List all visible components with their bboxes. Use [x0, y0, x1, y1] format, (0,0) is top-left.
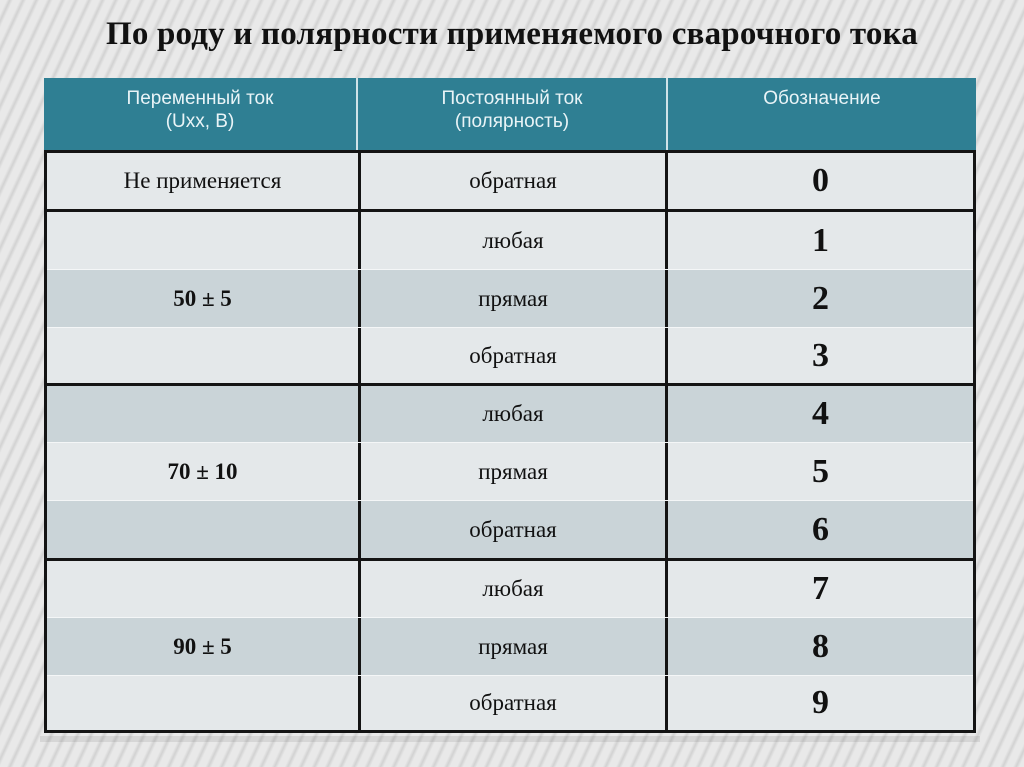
cell-voltage: 90 ± 5: [173, 633, 232, 659]
cell-code: 8: [812, 627, 829, 665]
header-designation-label: Обозначение: [763, 88, 881, 109]
header-designation: [666, 78, 976, 150]
table-row: [47, 270, 973, 327]
header-ac-unit: (Uхх, В): [165, 111, 235, 132]
cell-code: 1: [812, 221, 829, 259]
cell-voltage: [47, 328, 358, 383]
cell-voltage: 50 ± 5: [173, 285, 232, 311]
cell-polarity: обратная: [358, 501, 668, 558]
group-divider: [47, 383, 973, 386]
row-divider: [47, 269, 973, 270]
cell-voltage: 70 ± 10: [167, 458, 238, 484]
cell-voltage: [47, 501, 358, 558]
table-row: [47, 328, 973, 383]
cell-polarity: любая: [358, 386, 668, 442]
cell-code: 7: [812, 570, 829, 607]
cell-polarity: прямая: [358, 443, 668, 500]
table-row: [47, 212, 973, 269]
table-row: [47, 386, 973, 442]
cell-code: 0: [812, 162, 829, 199]
cell-voltage: [47, 212, 358, 269]
table-row: [47, 561, 973, 617]
cell-voltage: [47, 676, 358, 730]
table-row: [47, 443, 973, 500]
header-dc-current: [356, 78, 666, 150]
header-ac-label: Переменный ток: [126, 88, 274, 109]
current-polarity-table: [44, 150, 976, 733]
row-divider: [47, 500, 973, 501]
cell-polarity: любая: [358, 561, 668, 617]
page-title: По роду и полярности применяемого сварочного тока: [105, 16, 919, 52]
cell-voltage: [47, 386, 358, 442]
cell-code: 6: [812, 510, 829, 548]
table-row: [47, 676, 973, 730]
table-header: [44, 78, 976, 150]
cell-polarity: обратная: [358, 676, 668, 730]
cell-code: 3: [812, 336, 829, 374]
cell-polarity: прямая: [358, 618, 668, 675]
cell-code: 5: [812, 452, 829, 490]
group-divider: [47, 209, 973, 212]
row-divider: [47, 617, 973, 618]
row-divider: [47, 442, 973, 443]
cell-voltage: Не применяется: [123, 168, 282, 193]
cell-code: 2: [812, 279, 829, 317]
table-shadow: [40, 736, 980, 742]
row-divider: [47, 675, 973, 676]
cell-polarity: обратная: [358, 153, 668, 209]
cell-polarity: обратная: [358, 328, 668, 383]
cell-voltage: [47, 561, 358, 617]
table-row: [47, 153, 973, 209]
header-dc-label: Постоянный ток: [441, 88, 583, 109]
header-dc-polarity: (полярность): [454, 111, 570, 132]
cell-code: 4: [812, 395, 829, 432]
group-divider: [47, 558, 973, 561]
table-row: [47, 501, 973, 558]
cell-polarity: прямая: [358, 270, 668, 327]
header-ac-current: [44, 78, 356, 150]
table-row: [47, 618, 973, 675]
row-divider: [47, 327, 973, 328]
cell-code: 9: [812, 684, 829, 721]
cell-polarity: любая: [358, 212, 668, 269]
